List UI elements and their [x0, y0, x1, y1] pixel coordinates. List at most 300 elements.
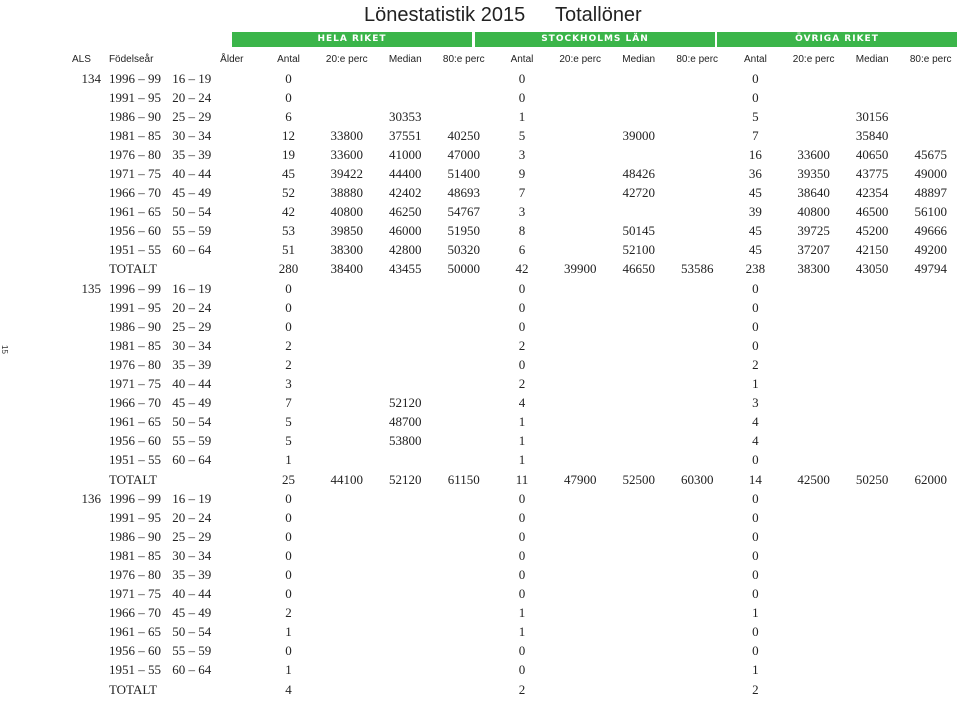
table-cell: 0: [752, 452, 759, 468]
table-cell: [60, 508, 109, 527]
table-cell: 3: [518, 204, 526, 220]
table-cell: [551, 203, 609, 222]
table-cell: [435, 375, 493, 394]
table-cell: 33600: [797, 146, 830, 162]
table-cell: 5: [285, 433, 292, 449]
table-cell: [843, 413, 902, 432]
table-cell: [784, 279, 842, 298]
table-cell: [843, 336, 902, 355]
table-cell: [551, 355, 609, 374]
table-cell: 60 – 64: [172, 662, 212, 678]
table-cell: [435, 623, 493, 642]
table-cell: 0: [518, 490, 526, 506]
column-header: 20:e perc: [559, 53, 602, 65]
table-cell: [551, 565, 609, 584]
table-cell: 1951 – 55: [108, 662, 161, 678]
table-cell: 43775: [855, 166, 889, 182]
table-cell: 45 – 49: [172, 605, 212, 621]
table-cell: [901, 394, 960, 413]
table-cell: [784, 623, 842, 642]
table-cell: [784, 489, 842, 508]
table-cell: [668, 336, 726, 355]
table-cell: [843, 527, 902, 546]
table-cell: [60, 107, 109, 126]
table-cell: [901, 126, 960, 145]
table-cell: 62000: [914, 471, 947, 487]
table-cell: 42720: [622, 185, 655, 201]
table-cell: 1981 – 85: [108, 547, 161, 563]
table-cell: 1: [285, 452, 292, 468]
table-cell: [551, 680, 609, 699]
table-cell: [901, 413, 960, 432]
table-cell: [784, 107, 842, 126]
table-cell: [318, 355, 376, 374]
table-cell: 1971 – 75: [108, 586, 161, 602]
table-cell: [551, 604, 609, 623]
table-cell: [318, 279, 376, 298]
table-cell: 35 – 39: [172, 146, 212, 162]
table-cell: [551, 661, 609, 680]
table-cell: 41000: [388, 146, 422, 162]
table-cell: 8: [518, 223, 526, 239]
table-cell: [318, 451, 376, 470]
table-cell: [668, 126, 726, 145]
page-number: 15: [0, 345, 9, 354]
table-cell: [551, 241, 609, 260]
table-cell: [435, 355, 493, 374]
group-band-ovriga-riket: ÖVRIGA RIKET: [717, 32, 957, 47]
table-cell: 55 – 59: [172, 433, 212, 449]
table-cell: [318, 565, 376, 584]
table-cell: [435, 317, 493, 336]
table-cell: 0: [752, 547, 759, 563]
table-cell: 2: [752, 681, 759, 697]
table-cell: 39: [748, 204, 762, 220]
table-cell: 136: [81, 490, 101, 506]
table-cell: 0: [285, 547, 292, 563]
table-cell: [318, 489, 376, 508]
table-cell: [551, 413, 609, 432]
table-cell: 1986 – 90: [108, 318, 161, 334]
table-cell: 5: [752, 108, 759, 124]
table-cell: [668, 585, 726, 604]
table-cell: 0: [752, 586, 759, 602]
table-cell: [60, 470, 109, 489]
table-cell: [668, 413, 726, 432]
table-row: [60, 661, 960, 680]
table-cell: [435, 336, 493, 355]
table-cell: [318, 413, 376, 432]
table-cell: [60, 604, 109, 623]
table-cell: [551, 623, 609, 642]
table-cell: [60, 145, 109, 164]
table-cell: 42354: [855, 185, 889, 201]
table-cell: [551, 546, 609, 565]
table-cell: [784, 413, 842, 432]
table-cell: [668, 241, 726, 260]
table-cell: [784, 336, 842, 355]
table-cell: 4: [285, 681, 292, 697]
table-cell: [668, 145, 726, 164]
table-cell: 19: [282, 146, 296, 162]
table-cell: [318, 69, 376, 88]
table-row: [60, 565, 960, 584]
table-cell: [843, 375, 902, 394]
table-body: [60, 69, 960, 699]
table-cell: [435, 451, 493, 470]
table-cell: 0: [752, 70, 759, 86]
table-cell: [843, 298, 902, 317]
table-cell: 42402: [388, 185, 422, 201]
table-cell: [60, 413, 109, 432]
table-cell: 0: [752, 318, 759, 334]
table-row: [60, 394, 960, 413]
table-cell: 1991 – 95: [108, 509, 161, 525]
table-cell: [668, 317, 726, 336]
table-row: [60, 317, 960, 336]
table-cell: 39725: [797, 223, 830, 239]
table-cell: [609, 88, 668, 107]
table-cell: 36: [748, 166, 762, 182]
table-cell: [843, 623, 902, 642]
table-cell: [609, 203, 668, 222]
table-row: [60, 203, 960, 222]
column-header: Antal: [277, 53, 300, 65]
table-cell: 54767: [447, 204, 480, 220]
table-cell: [551, 88, 609, 107]
table-row: [60, 126, 960, 145]
table-row: [60, 298, 960, 317]
table-cell: 1: [752, 605, 759, 621]
table-cell: [551, 298, 609, 317]
table-cell: 2: [518, 376, 526, 392]
table-cell: 45 – 49: [172, 395, 212, 411]
table-cell: [668, 527, 726, 546]
table-cell: [318, 680, 376, 699]
table-cell: [609, 527, 668, 546]
table-cell: 0: [752, 528, 759, 544]
table-cell: [843, 69, 902, 88]
table-cell: 46650: [622, 261, 655, 277]
table-cell: 45: [748, 185, 762, 201]
table-cell: 47000: [447, 146, 480, 162]
table-cell: [376, 279, 435, 298]
table-cell: 53: [282, 223, 296, 239]
table-cell: [784, 661, 842, 680]
table-cell: [901, 661, 960, 680]
table-cell: 52120: [388, 471, 422, 487]
table-row: [60, 88, 960, 107]
table-cell: 51950: [447, 223, 480, 239]
table-cell: 0: [285, 528, 292, 544]
table-cell: [318, 375, 376, 394]
table-cell: [609, 336, 668, 355]
table-cell: 30 – 34: [172, 127, 212, 143]
table-cell: [609, 279, 668, 298]
table-cell: [784, 585, 842, 604]
table-cell: [668, 107, 726, 126]
table-cell: [901, 585, 960, 604]
table-cell: [318, 298, 376, 317]
table-cell: 0: [752, 337, 759, 353]
table-cell: [843, 394, 902, 413]
table-cell: [551, 317, 609, 336]
table-cell: [784, 604, 842, 623]
table-cell: 7: [518, 185, 526, 201]
table-cell: [435, 527, 493, 546]
table-cell: [376, 69, 435, 88]
table-cell: [609, 565, 668, 584]
table-cell: 55 – 59: [172, 643, 212, 659]
table-cell: 3: [518, 146, 526, 162]
table-cell: 53586: [680, 261, 714, 277]
table-cell: 49666: [914, 223, 947, 239]
table-row: [60, 375, 960, 394]
table-cell: 3: [752, 395, 759, 411]
table-cell: [843, 604, 902, 623]
table-cell: [318, 508, 376, 527]
table-cell: [901, 298, 960, 317]
table-cell: 46000: [388, 223, 422, 239]
table-cell: [668, 222, 726, 241]
table-cell: 1986 – 90: [108, 108, 161, 124]
table-cell: [551, 432, 609, 451]
table-cell: [901, 489, 960, 508]
table-row: [60, 546, 960, 565]
table-cell: 280: [278, 261, 299, 277]
table-cell: 48897: [914, 185, 947, 201]
table-cell: [376, 317, 435, 336]
table-row: [60, 69, 960, 88]
table-cell: [60, 585, 109, 604]
table-cell: [901, 107, 960, 126]
table-cell: 9: [518, 166, 526, 182]
table-cell: 16 – 19: [172, 70, 212, 86]
table-cell: 1981 – 85: [108, 337, 161, 353]
table-cell: 2: [518, 337, 526, 353]
table-cell: [843, 279, 902, 298]
table-cell: 0: [518, 318, 526, 334]
table-cell: [609, 432, 668, 451]
table-cell: [60, 336, 109, 355]
table-cell: [901, 279, 960, 298]
table-cell: [784, 508, 842, 527]
table-cell: 0: [518, 643, 526, 659]
table-cell: [843, 432, 902, 451]
table-cell: 25 – 29: [172, 108, 212, 124]
table-cell: [60, 88, 109, 107]
table-cell: 1: [285, 662, 292, 678]
table-cell: [551, 69, 609, 88]
table-cell: [551, 145, 609, 164]
table-cell: [784, 565, 842, 584]
table-cell: [668, 451, 726, 470]
table-cell: [60, 642, 109, 661]
table-cell: [172, 470, 259, 489]
table-cell: [435, 279, 493, 298]
table-cell: [376, 661, 435, 680]
table-cell: 45 – 49: [172, 185, 212, 201]
group-band-hela-riket: HELA RIKET: [232, 32, 472, 47]
table-cell: [60, 222, 109, 241]
table-cell: [376, 355, 435, 374]
table-cell: [376, 565, 435, 584]
table-cell: [609, 69, 668, 88]
table-cell: 2: [285, 337, 292, 353]
table-cell: [435, 642, 493, 661]
table-cell: 46500: [855, 204, 889, 220]
table-cell: [901, 317, 960, 336]
table-cell: 0: [518, 299, 526, 315]
table-cell: [668, 489, 726, 508]
table-cell: 35840: [855, 127, 889, 143]
table-cell: [609, 585, 668, 604]
table-cell: 0: [752, 566, 759, 582]
table-cell: 56100: [914, 204, 947, 220]
table-cell: [784, 680, 842, 699]
table-cell: TOTALT: [108, 471, 158, 487]
table-cell: [435, 489, 493, 508]
column-header: 20:e perc: [792, 53, 835, 65]
table-cell: [318, 317, 376, 336]
table-cell: [318, 432, 376, 451]
table-cell: [784, 317, 842, 336]
table-cell: 1: [518, 624, 526, 640]
table-row: [60, 604, 960, 623]
table-cell: 0: [518, 662, 526, 678]
table-cell: [668, 279, 726, 298]
header-row: [60, 49, 960, 69]
table-row: [60, 432, 960, 451]
table-cell: [901, 642, 960, 661]
table-cell: 0: [518, 280, 526, 296]
table-row: [60, 184, 960, 203]
table-cell: [551, 642, 609, 661]
table-cell: [901, 546, 960, 565]
table-cell: 238: [745, 261, 766, 277]
table-cell: 0: [285, 299, 292, 315]
table-cell: 0: [518, 566, 526, 582]
table-cell: 38300: [797, 261, 830, 277]
table-cell: 49794: [914, 261, 947, 277]
table-cell: [435, 546, 493, 565]
table-cell: 40650: [855, 146, 889, 162]
table-cell: 46250: [388, 204, 422, 220]
column-header: Ålder: [220, 53, 244, 65]
table-cell: [551, 336, 609, 355]
table-cell: 25 – 29: [172, 318, 212, 334]
table-cell: 4: [752, 414, 759, 430]
table-cell: 42150: [855, 242, 889, 258]
table-cell: 50 – 54: [172, 414, 212, 430]
table-cell: [435, 604, 493, 623]
table-cell: [668, 69, 726, 88]
page-header: [0, 2, 960, 30]
table-cell: [172, 260, 259, 279]
table-cell: 45: [748, 242, 762, 258]
table-cell: 52500: [622, 471, 655, 487]
table-cell: 135: [81, 280, 101, 296]
table-cell: [551, 164, 609, 183]
table-cell: 44100: [330, 471, 363, 487]
table-cell: 50145: [622, 223, 655, 239]
table-cell: 7: [285, 395, 292, 411]
table-cell: 2: [285, 605, 292, 621]
table-cell: 0: [285, 318, 292, 334]
table-cell: 39900: [563, 261, 597, 277]
table-cell: [60, 680, 109, 699]
table-row: [60, 355, 960, 374]
table-cell: 39422: [330, 166, 363, 182]
table-cell: 4: [518, 395, 526, 411]
table-cell: [318, 585, 376, 604]
table-cell: 4: [752, 433, 759, 449]
table-cell: 52120: [388, 395, 422, 411]
table-cell: 42: [282, 204, 296, 220]
table-cell: [609, 145, 668, 164]
table-cell: 1986 – 90: [108, 528, 161, 544]
table-cell: [318, 642, 376, 661]
table-cell: 0: [285, 586, 292, 602]
table-cell: 40 – 44: [172, 586, 212, 602]
table-cell: 45: [282, 166, 296, 182]
table-cell: 0: [518, 509, 526, 525]
table-cell: 30156: [855, 108, 889, 124]
column-header: Median: [388, 53, 422, 65]
table-row: [60, 451, 960, 470]
table-cell: 39000: [622, 127, 655, 143]
table-cell: [60, 260, 109, 279]
table-cell: [551, 375, 609, 394]
table-cell: [318, 88, 376, 107]
table-cell: [60, 451, 109, 470]
table-cell: 1956 – 60: [108, 223, 161, 239]
table-cell: 0: [518, 547, 526, 563]
table-row: [60, 508, 960, 527]
table-cell: 60 – 64: [172, 242, 212, 258]
table-cell: [318, 394, 376, 413]
table-cell: 45675: [914, 146, 947, 162]
table-cell: 1981 – 85: [108, 127, 161, 143]
table-row: [60, 336, 960, 355]
table-cell: [318, 604, 376, 623]
table-cell: 1951 – 55: [108, 452, 161, 468]
table-cell: 11: [515, 471, 529, 487]
table-cell: 1: [285, 624, 292, 640]
table-cell: 1971 – 75: [108, 376, 161, 392]
table-cell: 0: [285, 509, 292, 525]
table-cell: 45: [748, 223, 762, 239]
table-cell: [376, 508, 435, 527]
table-cell: 1966 – 70: [108, 395, 161, 411]
table-cell: [901, 508, 960, 527]
table-row: [60, 279, 960, 298]
table-cell: 7: [752, 127, 759, 143]
table-cell: [609, 317, 668, 336]
table-cell: 40800: [797, 204, 830, 220]
table-row: [60, 489, 960, 508]
table-cell: [843, 317, 902, 336]
table-cell: [668, 394, 726, 413]
table-cell: 55 – 59: [172, 223, 212, 239]
table-cell: 35 – 39: [172, 356, 212, 372]
table-cell: [609, 451, 668, 470]
table-cell: 50250: [855, 471, 889, 487]
table-cell: [376, 489, 435, 508]
table-row: [60, 413, 960, 432]
table-cell: [60, 203, 109, 222]
table-cell: [551, 585, 609, 604]
